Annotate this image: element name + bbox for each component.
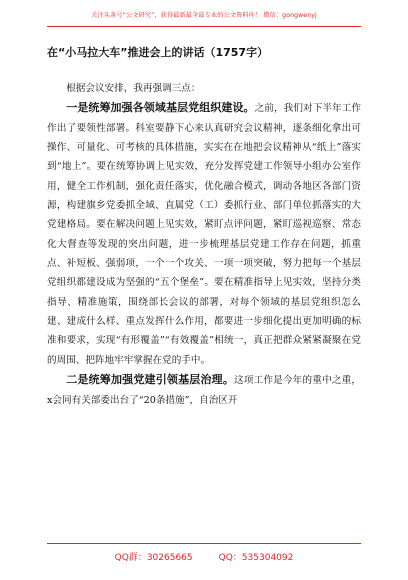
- point1-heading: 一是统筹加强各领域基层党组织建设。: [66, 101, 255, 115]
- point2-heading: 二是统筹加强党建引领基层治理。: [66, 373, 235, 387]
- intro-text: 根据会议安排，我再强调三点：: [66, 83, 201, 94]
- document-body: [47, 79, 361, 410]
- document-title: 在“小马拉大车”推进会上的讲话（1757字）: [47, 46, 269, 59]
- point2-text: 这项工作是今年的重中之重，x会同有关部委出台了“20条措施”，自治区开: [47, 375, 362, 406]
- header-banner: 关注头条号“公文研究”，获得最新最全最专业的公文资料库！ 微信：gongwenyj: [91, 12, 317, 19]
- footer: [0, 550, 408, 563]
- intro-paragraph: [47, 79, 361, 98]
- footer-qq-group: QQ群：30265665: [114, 553, 193, 563]
- footer-divider: [47, 543, 361, 544]
- point2-paragraph: [47, 370, 361, 410]
- point1-paragraph: [47, 98, 361, 370]
- header-divider: [47, 26, 361, 27]
- point1-text: 之前，我们对下半年工作作出了要领性部署。科室要静下心来认真研究会议精神，逐条细化拿出可操作、可量化、可考核的具体措施，实实在在地把会议精神从“纸上”落实到“地上”。要在统筹协调上见实效，充分发挥党建工作领导小组办公室作用，健全工作机制，强化责任落实，优化融合模式，调动各地区各部门资源，构建旗乡党委抓全域、直属党（工）委抓行业、部门单位抓落实的大党建格局。要在解决问题上见实效，紧盯点评问题，紧盯巡视巡察、常态化大督查等发现的突出问题，进一步梳理基层党建工作存在问题，抓重点、补短板、强弱项，一个一个攻关、一项一项突破，努力把每一个基层党组织都建设成为坚强的“五个堡垒”。要在精准指导上见实效，坚持分类指导、精准施策，围绕部长会议的部署，对每个领域的基层党组织怎么建、建成什么样、重点发挥什么作用，都要进一步细化提出更加明确的标准和要求，实现“有形覆盖”“有效覆盖”相统一，真正把群众紧紧凝聚在党的周围、把阵地牢牢掌握在党的手中。: [47, 103, 362, 366]
- footer-qq: QQ：535304092: [218, 553, 294, 563]
